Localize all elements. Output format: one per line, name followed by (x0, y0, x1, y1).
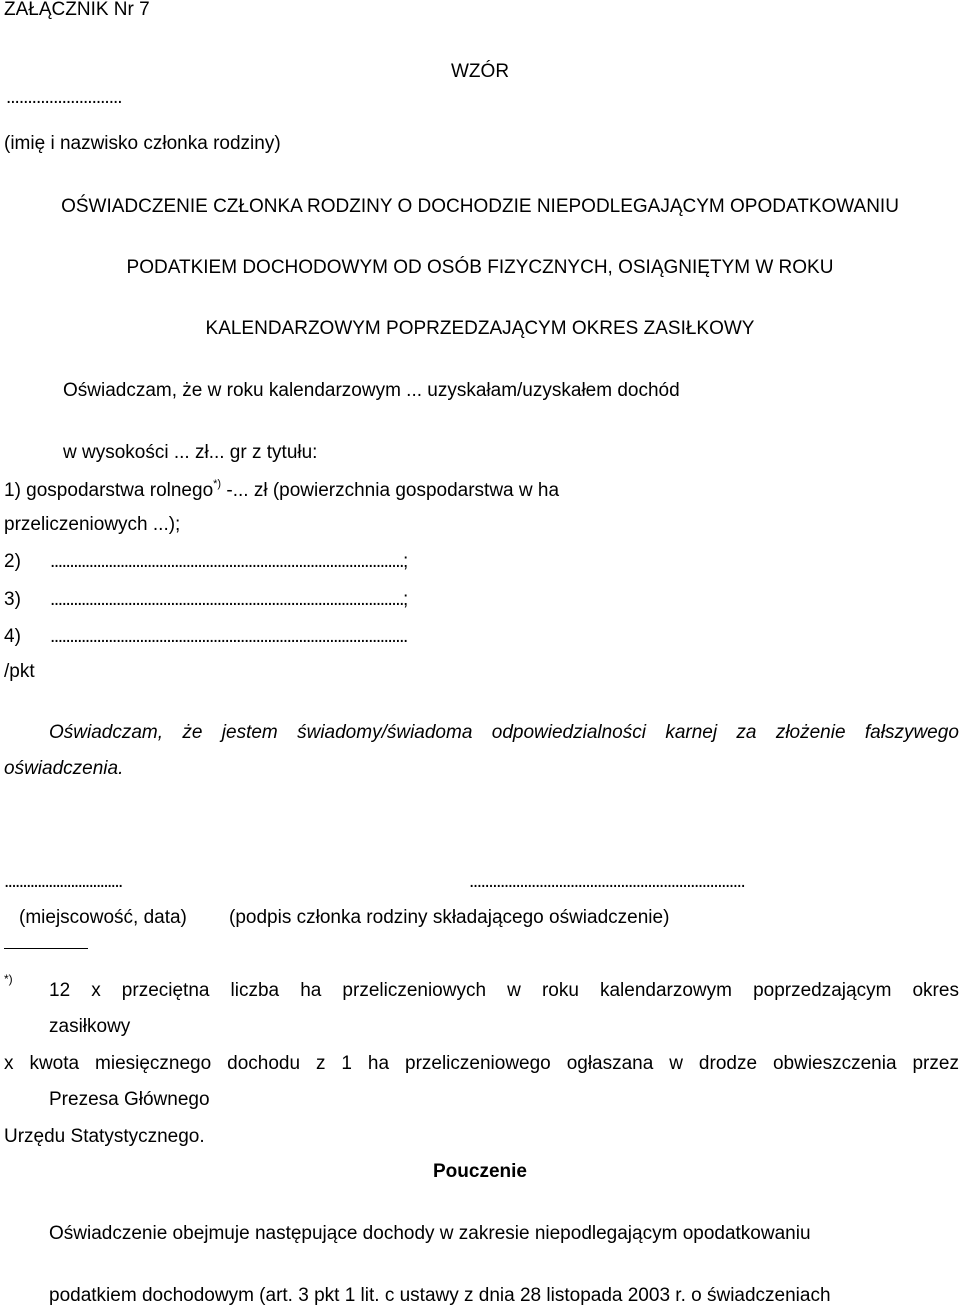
footnote-line-3 (4, 1053, 959, 1075)
instruction-heading: Pouczenie (433, 1161, 527, 1182)
word: ogłaszana (566, 1053, 654, 1074)
word: że (182, 722, 203, 743)
title-line-1: OŚWIADCZENIE CZŁONKA RODZINY O DOCHODZIE NIEPODLEGAJĄCYM OPODATKOWANIU (61, 196, 899, 217)
title-line-3: KALENDARZOWYM POPRZEDZAJĄCYM OKRES ZASIŁKOWY (205, 318, 755, 339)
item-number: 4) (4, 626, 21, 647)
footnote-line-1 (49, 980, 959, 1002)
word: w (669, 1053, 683, 1074)
word: x (4, 1053, 14, 1074)
word: złożenie (775, 722, 846, 743)
word: z (315, 1053, 326, 1074)
signature-label: (podpis członka rodziny składającego oświadczenie) (229, 907, 670, 928)
footnote-mark: *) (4, 972, 13, 986)
word: 12 (49, 980, 71, 1001)
word: x (91, 980, 101, 1001)
word: poprzedzającym (753, 980, 892, 1001)
income-item-1-amount: -... zł (powierzchnia gospodarstwa w ha (221, 480, 560, 501)
word: 1 (341, 1053, 352, 1074)
declaration-line-1: Oświadczam, że w roku kalendarzowym ... uzyskałam/uzyskałem dochód (63, 380, 680, 401)
footnote-reference: *) (213, 478, 222, 490)
item-dots: ...........................................................................................; (50, 589, 407, 610)
footnote-separator (4, 948, 88, 949)
footnote-line-5: Urzędu Statystycznego. (4, 1126, 205, 1147)
word: Oświadczam, (49, 722, 164, 743)
word: obwieszczenia (772, 1053, 897, 1074)
item-number: 2) (4, 551, 21, 572)
item-dots: ............................................................................................ (50, 626, 407, 647)
place-date-dots: ................................ (4, 871, 122, 892)
word: przeliczeniowego (405, 1053, 551, 1074)
name-label: (imię i nazwisko członka rodziny) (4, 133, 281, 154)
word: ha (300, 980, 322, 1001)
word: fałszywego (864, 722, 959, 743)
declaration-line-2: w wysokości ... zł... gr z tytułu: (63, 442, 318, 463)
word: świadomy/świadoma (297, 722, 473, 743)
word: okres (912, 980, 959, 1001)
income-item-1 (4, 480, 559, 504)
income-item-4 (4, 626, 407, 648)
income-item-2 (4, 551, 407, 573)
signature-dots: ....................................................................... (469, 871, 745, 892)
pkt-marker: /pkt (4, 661, 35, 682)
word: za (736, 722, 757, 743)
attachment-number: ZAŁĄCZNIK Nr 7 (4, 0, 150, 20)
word: drodze (698, 1053, 758, 1074)
word: roku (541, 980, 579, 1001)
word: ha (367, 1053, 390, 1074)
instruction-line-1: Oświadczenie obejmuje następujące dochody w zakresie niepodlegającym opodatkowaniu (49, 1223, 811, 1244)
footnote-line-2: zasiłkowy (49, 1016, 131, 1037)
word: kwota (29, 1053, 80, 1074)
word: przeliczeniowych (342, 980, 487, 1001)
word: w (507, 980, 521, 1001)
instruction-line-2: podatkiem dochodowym (art. 3 pkt 1 lit. c ustawy z dnia 28 listopada 2003 r. o świadczeniach (49, 1285, 831, 1306)
name-dots: ........................... (6, 87, 122, 108)
word: dochodu (227, 1053, 301, 1074)
word: odpowiedzialności (491, 722, 646, 743)
word: przeciętna (121, 980, 210, 1001)
title-line-2: PODATKIEM DOCHODOWYM OD OSÓB FIZYCZNYCH, OSIĄGNIĘTYM W ROKU (126, 257, 834, 278)
word: karnej (665, 722, 718, 743)
item-number: 3) (4, 589, 21, 610)
income-item-3 (4, 589, 407, 611)
word: kalendarzowym (599, 980, 732, 1001)
place-date-label: (miejscowość, data) (19, 907, 187, 928)
liability-line-1 (49, 722, 959, 744)
word: liczba (230, 980, 280, 1001)
liability-line-2: oświadczenia. (4, 758, 124, 779)
item-dots: ...........................................................................................; (50, 551, 407, 572)
footnote-line-4: Prezesa Głównego (49, 1089, 210, 1110)
template-label: WZÓR (451, 61, 510, 82)
word: miesięcznego (95, 1053, 212, 1074)
income-item-1-continuation: przeliczeniowych ...); (4, 514, 181, 535)
word: jestem (221, 722, 278, 743)
word: przez (912, 1053, 959, 1074)
income-item-1-label: 1) gospodarstwa rolnego (4, 480, 214, 501)
